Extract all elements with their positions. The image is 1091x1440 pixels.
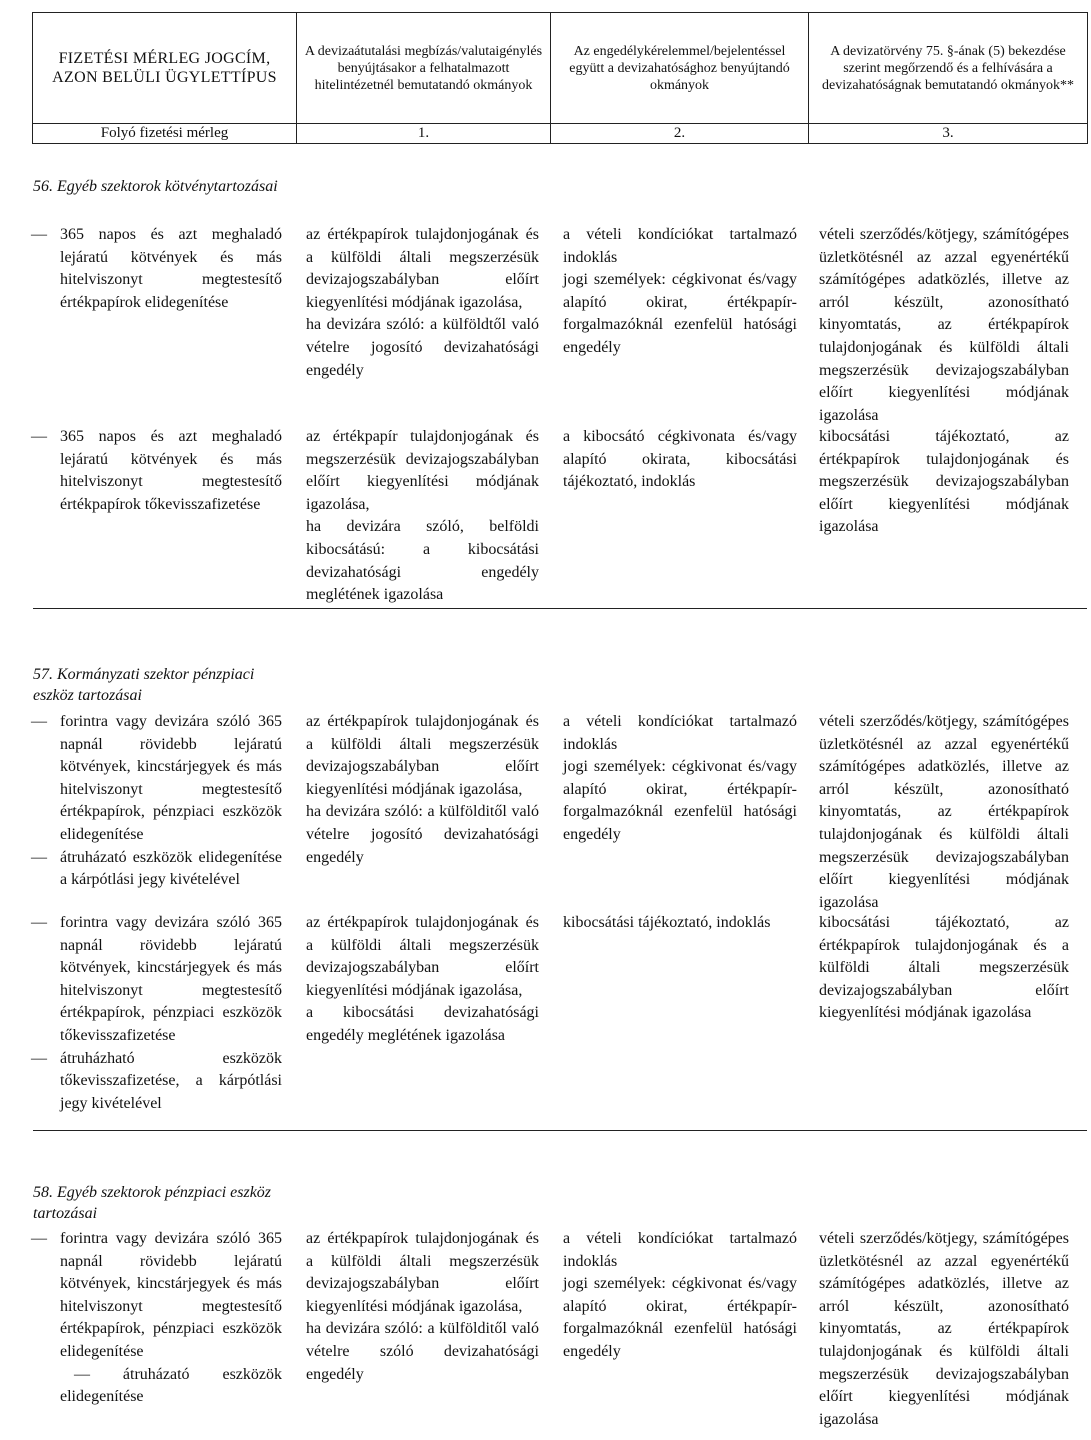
authority-documents-cell: a vételi kondíciókat tartalmazó indoklás jogi személyek: cégkivonat és/vagy alapító okirat, értékpapír-forgalmazóknál ezenfelül hatósági engedély xyxy=(563,1230,797,1360)
section-title: 58. Egyéb szektorok pénzpiaci eszköz tartozásai xyxy=(33,1184,272,1222)
authority-documents-cell: kibocsátási tájékoztató, indoklás xyxy=(563,914,771,931)
column-number-0: Folyó fizetési mérleg xyxy=(33,124,297,144)
header-col-0: FIZETÉSI MÉRLEG JOGCÍM, AZON BELÜLI ÜGYLETTÍPUS xyxy=(33,13,297,124)
transaction-item: 365 napos és azt meghaladó lejáratú kötvények és más hitelviszonyt megtestesítő értékpapírok elidegenítése xyxy=(60,226,282,311)
bank-documents-cell: az értékpapírok tulajdonjogának és a külföldi általi megszerzésük devizajogszabályban előírt kiegyenlítési módjának igazolása, ha devizára szóló: a külfölditől való vételre szóló devizahatósági engedély xyxy=(306,1230,539,1383)
dash-marker: — xyxy=(74,1365,123,1383)
section-title: 57. Kormányzati szektor pénzpiaci eszköz tartozásai xyxy=(33,666,255,704)
bank-documents-cell: az értékpapírok tulajdonjogának és a külföldi általi megszerzésük devizajogszabályban előírt kiegyenlítési módjának igazolása, a kibocsátási devizahatósági engedély meglétének igazolása xyxy=(306,914,539,1044)
transaction-type-cell xyxy=(31,1228,282,1409)
dash-marker: — xyxy=(31,914,47,931)
section-divider xyxy=(33,1130,1087,1131)
header-col-3: A devizatörvény 75. §-ának (5) bekezdése szerint megőrzendő és a felhívására a devizahatóságnak bemutatandó okmányok** xyxy=(809,13,1088,124)
transaction-item xyxy=(31,1048,282,1116)
column-number-1: 1. xyxy=(297,124,551,144)
authority-documents-cell: a kibocsátó cégkivonata és/vagy alapító okirata, kibocsátási tájékoztató, indoklás xyxy=(563,428,797,491)
header-col-1: A devizaátutalási megbízás/valutaigénylés benyújtásakor a felhatalmazott hitelintézetnél bemutatandó okmányok xyxy=(297,13,551,124)
transaction-item-text: forintra vagy devizára szóló 365 napnál rövidebb lejáratú kötvények, kincstárjegyek és más hitelviszonyt megtestesítő értékpapírok, pénzpiaci eszközök elidegenítése xyxy=(60,713,282,843)
bank-documents-cell: az értékpapír tulajdonjogának és megszerzésük devizajogszabályban előírt kiegyenlítési módjának igazolása, ha devizára szóló, belföldi kibocsátású: a kibocsátási devizahatósági engedély meglétének igazolása xyxy=(306,428,539,604)
transaction-type-cell xyxy=(31,912,282,1115)
transaction-item-text: átruházható eszközök tőkevisszafizetése, a kárpótlási jegy kivételével xyxy=(60,1049,282,1112)
authority-documents-cell: a vételi kondíciókat tartalmazó indoklás jogi személyek: cégkivonat és/vagy alapító okirat, értékpapír-forgalmazóknál ezenfelül hatósági engedély xyxy=(563,226,797,356)
column-number-2: 2. xyxy=(551,124,809,144)
authority-documents-cell: a vételi kondíciókat tartalmazó indoklás jogi személyek: cégkivonat és/vagy alapító okirat, értékpapír-forgalmazóknál ezenfelül hatósági engedély xyxy=(563,713,797,843)
transaction-item: 365 napos és azt meghaladó lejáratú kötvények és más hitelviszonyt megtestesítő értékpapírok tőkevisszafizetése xyxy=(60,428,282,513)
transaction-item-text: átruházató eszközök elidegenítése a kárpótlási jegy kivételével xyxy=(60,848,282,889)
dash-marker: — xyxy=(31,1049,47,1067)
column-header-table xyxy=(32,12,1088,144)
transaction-item xyxy=(31,711,282,847)
column-number-3: 3. xyxy=(809,124,1088,144)
dash-marker: — xyxy=(31,713,47,730)
bank-documents-cell: az értékpapírok tulajdonjogának és a külföldi általi megszerzésük devizajogszabályban előírt kiegyenlítési módjának igazolása, ha devizára szóló: a külföldtől való vételre jogosító devizahatósági engedély xyxy=(306,226,539,379)
retained-documents-cell: vételi szerződés/kötjegy, számítógépes üzletkötésnél az azzal egyenértékű számítógépes adatközlés, illetve az arról készült, azonosítható kinyomtatás, az értékpapírok tulajdonjogának és külföldi általi megszerzésük devizajogszabályban előírt kiegyenlítési módjának igazolása xyxy=(819,226,1069,424)
transaction-type-cell xyxy=(31,711,282,892)
dash-marker: — xyxy=(31,1230,47,1247)
retained-documents-cell: vételi szerződés/kötjegy, számítógépes üzletkötésnél az azzal egyenértékű számítógépes adatközlés, illetve az arról készült, azonosítható kinyomtatás, az értékpapírok tulajdonjogának és külföldi általi megszerzésük devizajogszabályban előírt kiegyenlítési módjának igazolása xyxy=(819,713,1069,911)
header-col-2: Az engedélykérelemmel/bejelentéssel együtt a devizahatósághoz benyújtandó okmányok xyxy=(551,13,809,124)
section-divider xyxy=(33,608,1087,609)
retained-documents-cell: vételi szerződés/kötjegy, számítógépes üzletkötésnél az azzal egyenértékű számítógépes adatközlés, illetve az arról készült, azonosítható kinyomtatás, az értékpapírok tulajdonjogának és külföldi általi megszerzésük devizajogszabályban előírt kiegyenlítési módjának igazolása xyxy=(819,1230,1069,1428)
dash-marker: — xyxy=(31,848,47,866)
dash-marker: — xyxy=(31,226,47,243)
retained-documents-cell: kibocsátási tájékoztató, az értékpapírok tulajdonjogának és megszerzésük devizajogszabályban előírt kiegyenlítési módjának igazolása xyxy=(819,428,1069,536)
transaction-item xyxy=(31,1228,282,1364)
transaction-item-text: átruházató eszközök elidegenítése xyxy=(60,1365,282,1406)
dash-marker: — xyxy=(31,428,47,445)
header-row xyxy=(33,13,1088,124)
column-number-row xyxy=(33,124,1088,144)
transaction-type-cell xyxy=(60,224,282,314)
transaction-type-cell xyxy=(60,426,282,516)
transaction-item-text: forintra vagy devizára szóló 365 napnál rövidebb lejáratú kötvények, kincstárjegyek és más hitelviszonyt megtestesítő értékpapírok, pénzpiaci eszközök elidegenítése xyxy=(60,1230,282,1360)
transaction-item xyxy=(31,847,282,892)
bank-documents-cell: az értékpapírok tulajdonjogának és a külföldi általi megszerzésük devizajogszabályban előírt kiegyenlítési módjának igazolása, ha devizára szóló: a külfölditől való vételre jogosító devizahatósági engedély xyxy=(306,713,539,866)
transaction-item xyxy=(60,1364,282,1409)
retained-documents-cell: kibocsátási tájékoztató, az értékpapírok tulajdonjogának és a külföldi általi megszerzésük devizajogszabályban előírt kiegyenlítési módjának igazolása xyxy=(819,914,1069,1022)
section-title: 56. Egyéb szektorok kötvénytartozásai xyxy=(33,178,278,195)
transaction-item-text: forintra vagy devizára szóló 365 napnál rövidebb lejáratú kötvények, kincstárjegyek és más hitelviszonyt megtestesítő értékpapírok, pénzpiaci eszközök tőkevisszafizetése xyxy=(60,914,282,1044)
transaction-item xyxy=(31,912,282,1048)
